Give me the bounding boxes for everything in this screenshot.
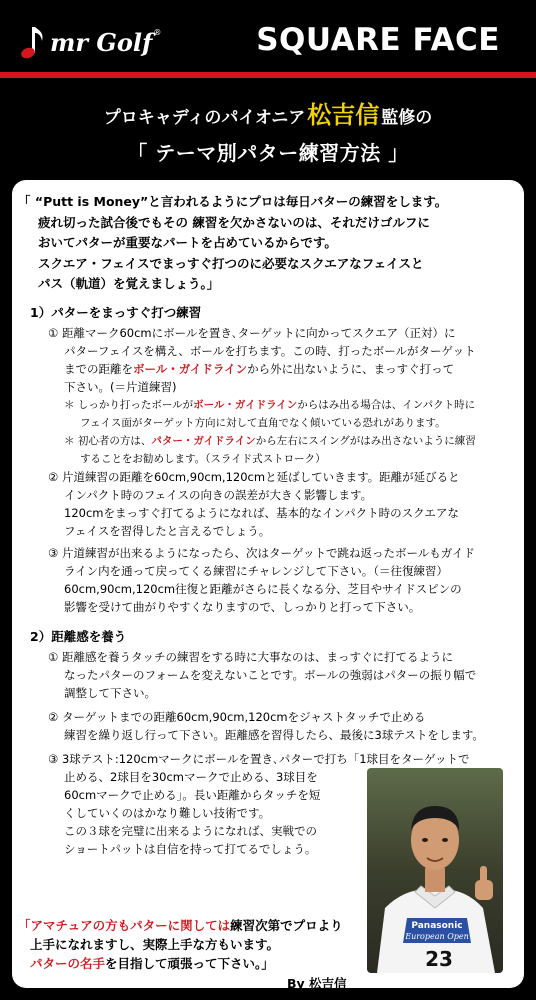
section-1-heading: 1）パターをまっすぐ打つ練習	[30, 305, 202, 320]
s1-item2-line: フェイスを習得したと言えるでしょう。	[64, 524, 271, 538]
s1-item3-line: 60cm,90cm,120cm往復と距離がさらに長くなる分、芝目やサイドスピンの	[64, 582, 462, 596]
ball-guideline-term: ボール・ガイドライン	[133, 362, 248, 376]
s1-note1-line: フェイス面がターゲット方向に対して直角でなく傾いている恐れがあります。	[80, 417, 446, 429]
text: から左右にスイングがはみ出さないように練習	[255, 435, 476, 447]
text: ＊ しっかり打ったボールが	[64, 399, 194, 411]
ball-guideline-term: ボール・ガイドライン	[193, 399, 298, 411]
logo-text: mr Golf	[50, 27, 153, 57]
intro-paragraph	[18, 192, 523, 295]
text: から外に出ないように、まっすぐ打って	[247, 362, 455, 376]
banner-line-2: European Open	[405, 932, 469, 941]
s1-item3-line: ライン内を通って戻ってくる練習にチャレンジして下さい。（＝往復練習）	[64, 564, 448, 578]
music-note-icon	[18, 23, 46, 61]
s1-item1-line	[64, 360, 454, 378]
header-bar	[0, 0, 536, 72]
s2-item3-line: ③ 3球テスト:120cmマークにボールを置き､パターで打ち「1球目をターゲットで	[48, 752, 470, 766]
page-title: 「 テーマ別パター練習方法 」	[127, 141, 409, 165]
golfer-photo	[367, 768, 503, 973]
s2-item1-line: ① 距離感を養うタッチの練習をする時に大事なのは、まっすぐに打てるように	[48, 650, 453, 664]
subtitle-prefix: プロキャディのパイオニア	[103, 108, 306, 128]
s1-note1-line	[64, 396, 475, 414]
page-subtitle	[0, 100, 536, 133]
s1-note2-line: することをお勧めします。（スライド式ストローク）	[80, 453, 326, 465]
closing-paragraph	[18, 916, 343, 973]
bib-number: 23	[425, 947, 453, 971]
text: ＊ 初心者の方は、	[64, 435, 152, 447]
author-byline: By 松吉信	[287, 976, 347, 991]
closing-line	[18, 916, 343, 935]
brand-logo	[18, 22, 161, 62]
s1-item2-line: 120cmをまっすぐ打てるようになれば、基本的なインパクト時のスクエアな	[64, 506, 459, 520]
closing-highlight: パターの名手	[30, 956, 106, 971]
putter-guideline-term: パター・ガイドライン	[151, 435, 256, 447]
s1-item1-line: パターフェイスを構え、ボールを打ちます。この時、打ったボールがターゲット	[64, 344, 476, 358]
section-2-heading: 2）距離感を養う	[30, 629, 127, 644]
s1-item1-line: ① 距離マーク60cmにボールを置き､ターゲットに向かってスクエア（正対）に	[48, 326, 456, 340]
header-divider	[0, 72, 536, 78]
s2-item1-line: 調整して下さい。	[64, 686, 156, 700]
s2-item2-line: 練習を繰り返し行って下さい。距離感を習得したら、最後に3球テストをします。	[64, 728, 484, 742]
intro-line: 疲れ切った試合後でもその 練習を欠かさないのは、それだけゴルフに	[38, 214, 430, 230]
registered-mark: ®	[153, 27, 162, 37]
s1-item2-line: ② 片道練習の距離を60cm,90cm,120cmと延ばしていきます。距離が延びると	[48, 470, 460, 484]
closing-line	[18, 954, 343, 973]
intro-line: スクエア・フェイスでまっすぐ打つのに必要なスクエアなフェイスと	[38, 255, 424, 271]
text: までの距離を	[64, 362, 133, 376]
s1-item1-line: 下さい。(＝片道練習)	[64, 380, 177, 394]
text: を目指して頑張って下さい。」	[105, 956, 274, 971]
intro-line: パス（軌道）を覚えましょう。」	[38, 276, 220, 291]
supervisor-name: 松吉信	[307, 101, 380, 129]
s2-item3-line: くしていくのはかなり難しい技術です。	[64, 806, 271, 820]
intro-line: 「 “Putt is Money”と言われるようにプロは毎日パターの練習をします。	[18, 194, 448, 209]
text: からはみ出る場合は、インパクト時に	[297, 399, 476, 411]
s2-item3-line: 止める、2球目を30cmマークで止める、3球目を	[64, 770, 318, 784]
s2-item1-line: なったパターのフォームを変えないことです。ボールの強弱はパターの振り幅で	[64, 668, 477, 682]
closing-line: 上手になれますし、実際上手な方もいます。	[30, 937, 280, 952]
s2-item3-line: 60cmマークで止める」。長い距離からタッチを短	[64, 788, 321, 802]
s1-item3-line: ③ 片道練習が出来るようになったら、次はターゲットで跳ね返ったボールもガイド	[48, 546, 475, 560]
s2-item3-line: ショートパットは自信を持って打てるでしょう。	[64, 842, 317, 856]
s1-note2-line	[64, 432, 476, 450]
s1-item2-line: インパクト時のフェイスの向きの誤差が大きく影響します。	[64, 488, 373, 502]
banner-line-1: Panasonic	[411, 921, 463, 931]
s2-item3-line: この３球を完璧に出来るようになれば、実戦での	[64, 824, 317, 838]
subtitle-suffix: 監修の	[381, 108, 433, 128]
closing-highlight: 「アマチュアの方もパターに関しては	[18, 918, 231, 933]
intro-line: おいてパターが重要なパートを占めているからです。	[38, 235, 337, 250]
s1-item3-line: 影響を受けて曲がりやすくなりますので、しっかりと打って下さい。	[64, 600, 421, 614]
text: 練習次第でプロより	[230, 918, 343, 933]
brand-title: SQUARE FACE	[256, 22, 500, 58]
s2-item2-line: ② ターゲットまでの距離60cm,90cm,120cmをジャストタッチで止める	[48, 710, 426, 724]
